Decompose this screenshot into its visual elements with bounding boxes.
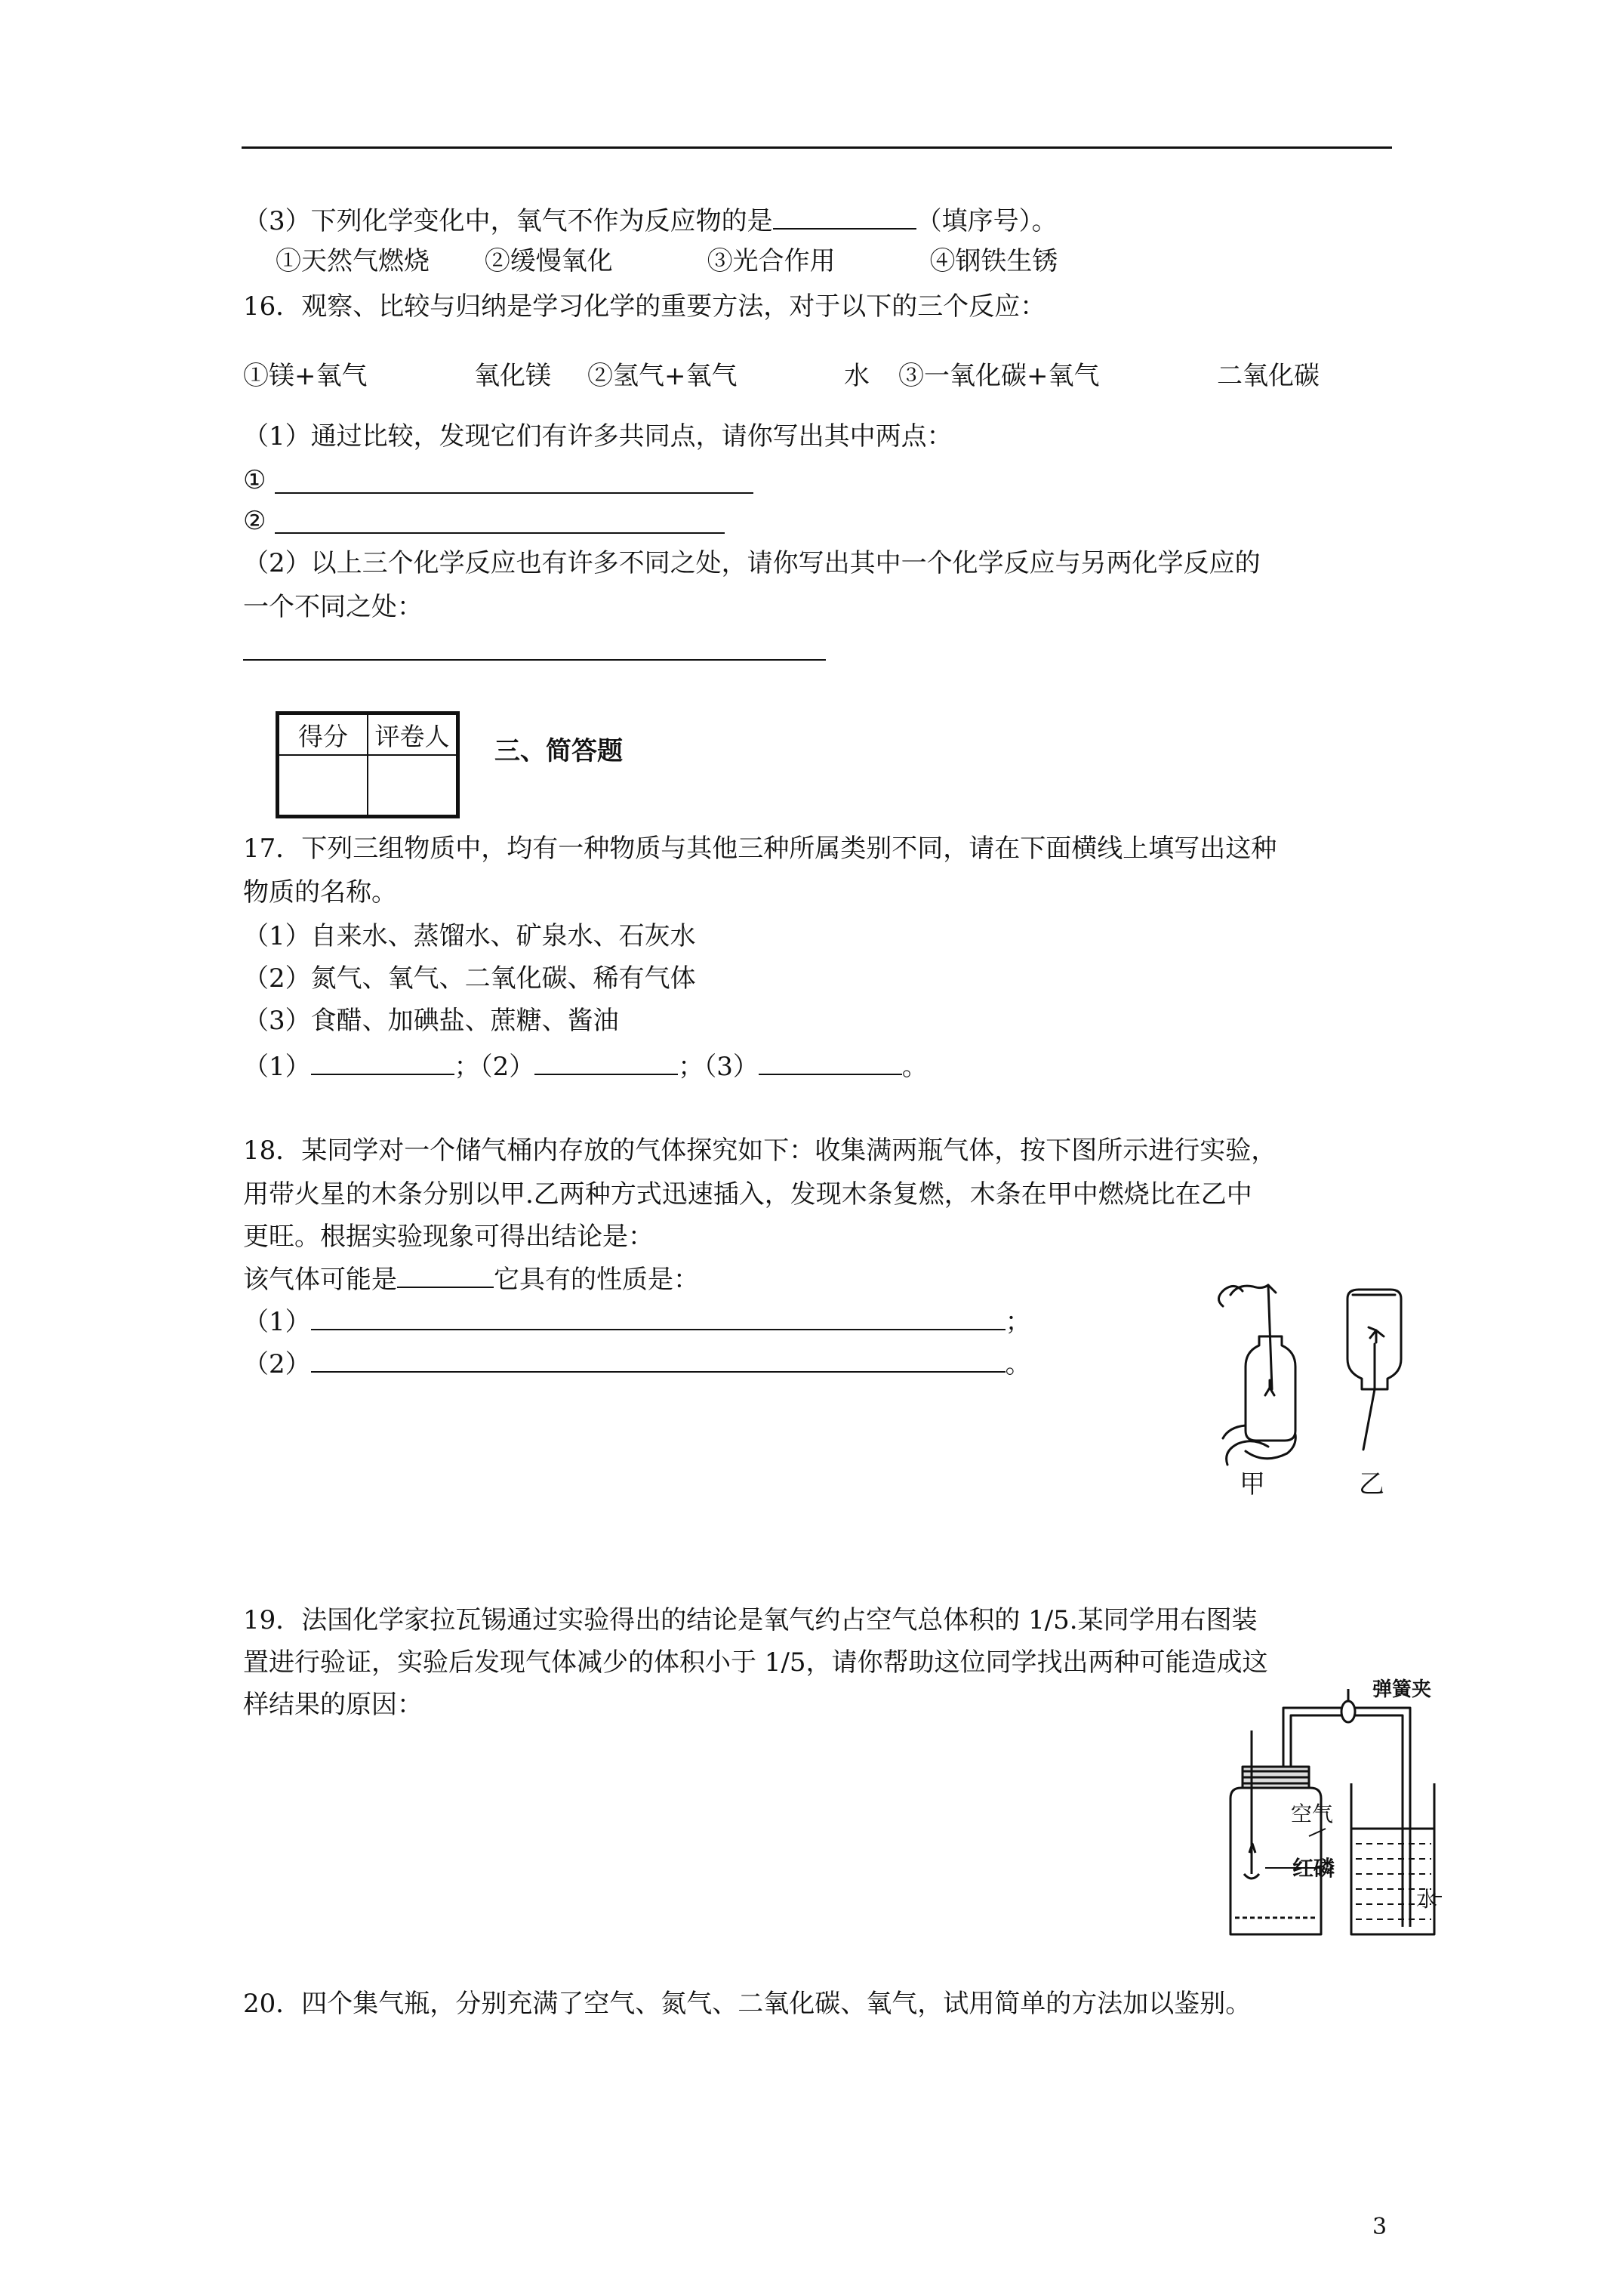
spring-clip <box>1341 1701 1355 1722</box>
section-title: 三、简答题 <box>494 736 623 766</box>
q18-label-yi: 乙 <box>1359 1469 1384 1499</box>
q16-reaction-1a: ①镁+氧气 <box>243 361 368 391</box>
score-cell[interactable] <box>278 755 368 817</box>
q16-mark1: ① <box>243 465 266 495</box>
q18-line4: 该气体可能是 它具有的性质是： <box>243 1262 699 1296</box>
q17-item3: （3）食醋、加碘盐、蔗糖、酱油 <box>243 1006 619 1036</box>
q16-answer-line-3[interactable] <box>243 659 826 661</box>
q19-line1: 19．法国化学家拉瓦锡通过实验得出的结论是氧气约占空气总体积的 1/5.某同学用右图装 <box>243 1605 1258 1635</box>
q16-part2-line2: 一个不同之处： <box>243 592 423 622</box>
label-spring-clip: 弹簧夹 <box>1372 1678 1432 1700</box>
q18-property-1: （1） ； <box>243 1305 1031 1339</box>
q16-reaction-1b: 氧化镁 <box>474 361 551 391</box>
q16-mark2: ② <box>243 506 266 536</box>
page-number: 3 <box>1372 2214 1387 2240</box>
q18-label-jia: 甲 <box>1240 1469 1265 1499</box>
q16-reaction-3b: 二氧化碳 <box>1217 361 1320 391</box>
yi-splint <box>1363 1389 1375 1450</box>
q17-line2: 物质的名称。 <box>243 877 397 908</box>
q18-gas-blank[interactable] <box>397 1262 494 1288</box>
q17-blank-1[interactable] <box>311 1049 454 1075</box>
q18-property-2: （2） 。 <box>243 1347 1031 1381</box>
q19-line2: 置进行验证，实验后发现气体减少的体积小于 1/5，请你帮助这位同学找出两种可能造成这 <box>243 1647 1268 1678</box>
q17-line1: 17．下列三组物质中，均有一种物质与其他三种所属类别不同，请在下面横线上填写出这种 <box>243 834 1277 864</box>
q17-answers: （1） ；（2） ；（3） 。 <box>243 1049 928 1083</box>
q17-blank-3[interactable] <box>759 1049 902 1075</box>
q17-blank-2[interactable] <box>534 1049 678 1075</box>
q18-property-blank-2[interactable] <box>311 1347 1006 1373</box>
q18-line1: 18．某同学对一个储气桶内存放的气体探究如下：收集满两瓶气体，按下图所示进行实验， <box>243 1136 1277 1166</box>
grader-cell[interactable] <box>368 755 458 817</box>
label-air: 空气 <box>1291 1802 1334 1826</box>
q16-reaction-2a: ②氢气+氧气 <box>587 361 738 391</box>
q17-item1: （1）自来水、蒸馏水、矿泉水、石灰水 <box>243 921 696 951</box>
q15-3-options: ①天然气燃烧 ②缓慢氧化 ③光合作用 ④钢铁生锈 <box>276 246 1058 276</box>
q16-answer-line-2[interactable] <box>275 532 725 534</box>
q15-3-answer-blank[interactable] <box>773 204 916 230</box>
q18-property-blank-1[interactable] <box>311 1305 1006 1330</box>
label-red-phosphorus: 红磷 <box>1292 1857 1335 1880</box>
q16-reaction-2b: 水 <box>844 361 870 391</box>
q18-experiment-figure <box>1193 1276 1419 1480</box>
q15-3-question: （3）下列化学变化中，氧气不作为反应物的是 （填序号）。 <box>243 204 1058 238</box>
q19-line3: 样结果的原因： <box>243 1690 423 1720</box>
q18-line3: 更旺。根据实验现象可得出结论是： <box>243 1222 654 1252</box>
header-rule <box>242 146 1392 149</box>
q16-reaction-3a: ③一氧化碳+氧气 <box>898 361 1100 391</box>
score-box <box>276 711 460 818</box>
q17-item2: （2）氮气、氧气、二氧化碳、稀有气体 <box>243 963 696 994</box>
q18-line2: 用带火星的木条分别以甲.乙两种方式迅速插入，发现木条复燃，木条在甲中燃烧比在乙中 <box>243 1179 1252 1210</box>
label-water: 水 <box>1416 1888 1438 1911</box>
q16-answer-line-1[interactable] <box>275 492 753 494</box>
q16-part1: （1）通过比较，发现它们有许多共同点，请你写出其中两点： <box>243 421 953 451</box>
q19-apparatus-figure <box>1208 1678 1442 1957</box>
q16-part2-line1: （2）以上三个化学反应也有许多不同之处，请你写出其中一个化学反应与另两化学反应的 <box>243 548 1261 578</box>
score-header: 得分 <box>278 713 368 756</box>
q16-stem: 16．观察、比较与归纳是学习化学的重要方法，对于以下的三个反应： <box>243 291 1046 322</box>
q20-line1: 20．四个集气瓶，分别充满了空气、氮气、二氧化碳、氧气，试用简单的方法加以鉴别。 <box>243 1989 1252 2019</box>
grader-header: 评卷人 <box>368 713 458 756</box>
